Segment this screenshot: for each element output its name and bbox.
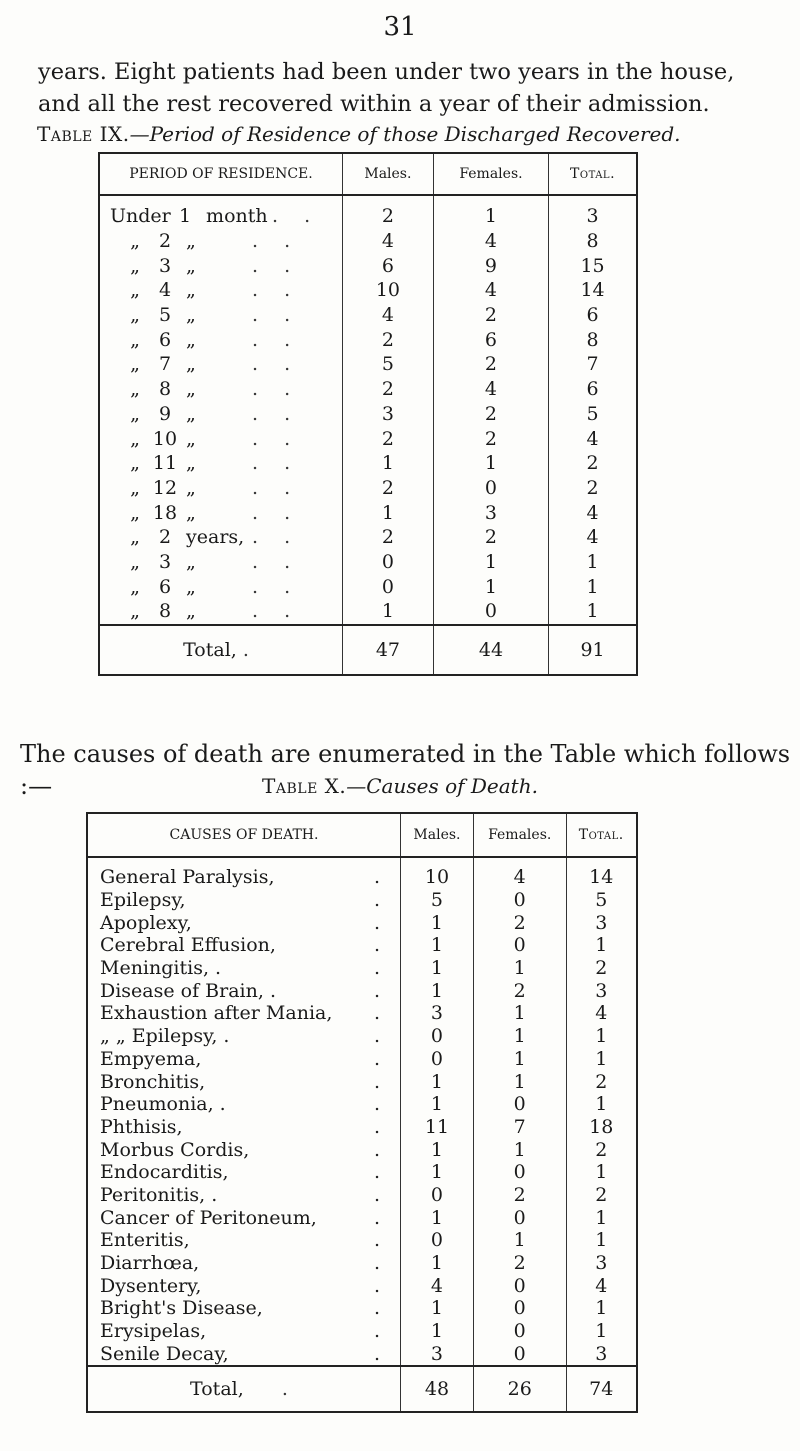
females-cell: 7 [473,1116,566,1139]
females-cell: 1 [433,195,548,229]
males-cell: 0 [401,1229,474,1252]
period-cell: „ 7 „ . . [130,353,301,376]
males-cell: 6 [343,253,434,278]
period-cell: „ 6 „ . . [130,328,301,351]
cause-cell: Bronchitis, . [100,1070,390,1093]
table10-label: Table X. [262,774,347,798]
period-cell: „ 4 „ . . [130,279,301,302]
males-cell: 1 [401,1138,474,1161]
period-cell: „ 5 „ . . [130,304,301,327]
period-cell: „ 8 „ . . [130,600,301,623]
total-cell: 15 [549,253,637,278]
total-cell: 1 [549,550,637,575]
males-cell: 2 [343,377,434,402]
period-cell: Under 1 month . . [110,205,321,228]
females-cell: 1 [473,1002,566,1025]
table-row [99,377,637,402]
cause-cell: Peritonitis, . . [100,1183,390,1206]
females-cell: 0 [473,1206,566,1229]
table-row [87,1206,637,1229]
total-cell: 1 [549,574,637,599]
total-cell: 2 [549,476,637,501]
females-cell: 0 [433,599,548,625]
females-cell: 1 [433,451,548,476]
table10-caption [0,774,800,798]
table-row [87,889,637,912]
total-cell: 2 [566,957,637,980]
cause-cell: Cancer of Peritoneum, . [100,1206,390,1229]
table-row [99,253,637,278]
females-cell: 1 [473,957,566,980]
females-cell: 2 [473,1184,566,1207]
col-header-females: Females. [433,153,548,195]
total-cell: 8 [549,229,637,254]
table-row [87,1048,637,1071]
totals-row [99,625,637,675]
males-cell: 2 [343,426,434,451]
cause-cell: Endocarditis, . [100,1161,390,1184]
females-cell: 4 [473,857,566,889]
total-cell: 3 [566,911,637,934]
cause-cell: Cerebral Effusion, . [100,934,390,957]
cause-cell: Pneumonia, . . [100,1093,390,1116]
males-cell: 1 [401,1070,474,1093]
col-header-total: Total. [549,153,637,195]
cause-cell: General Paralysis, . [100,866,390,889]
females-cell: 2 [433,352,548,377]
total-cell: 1 [566,934,637,957]
males-cell: 1 [401,1093,474,1116]
females-cell: 1 [473,1138,566,1161]
females-cell: 2 [473,1252,566,1275]
cause-cell: Bright's Disease, . [100,1297,390,1320]
table-row [87,1342,637,1366]
table-row [87,1161,637,1184]
total-cell: 5 [549,402,637,427]
table9-caption [22,122,797,146]
period-cell: „ 9 „ . . [130,402,301,425]
males-cell: 1 [401,1297,474,1320]
total-cell: 14 [566,857,637,889]
table-row [87,1138,637,1161]
total-cell: 1 [549,599,637,625]
males-cell: 0 [401,1048,474,1071]
period-cell: „ 11 „ . . [130,452,301,475]
table-row [87,979,637,1002]
males-cell: 1 [401,979,474,1002]
females-cell: 0 [473,1161,566,1184]
males-cell: 10 [401,857,474,889]
females-cell: 1 [473,1229,566,1252]
females-cell: 0 [433,476,548,501]
table9-label: Table IX. [37,122,130,146]
table-row [87,857,637,889]
females-cell: 2 [433,402,548,427]
females-cell: 1 [433,574,548,599]
cause-cell: „ „ Epilepsy, . . [100,1025,390,1048]
total-cell: 3 [549,195,637,229]
males-cell: 0 [401,1184,474,1207]
females-cell: 0 [473,1093,566,1116]
totals-row [87,1366,637,1412]
table-row [99,500,637,525]
table-row [87,911,637,934]
females-cell: 2 [433,303,548,328]
table-row [87,934,637,957]
males-cell: 3 [343,402,434,427]
table-row [99,550,637,575]
period-cell: „ 6 „ . . [130,575,301,598]
period-cell: „ 10 „ . . [130,427,301,450]
males-cell: 0 [401,1025,474,1048]
females-cell: 1 [433,550,548,575]
table-row [99,303,637,328]
males-cell: 3 [401,1002,474,1025]
table-row [87,1116,637,1139]
cause-cell: Phthisis, . [100,1115,390,1138]
total-cell: 18 [566,1116,637,1139]
totals-males: 48 [401,1366,474,1412]
males-cell: 2 [343,476,434,501]
total-cell: 5 [566,889,637,912]
table-row [87,1274,637,1297]
total-cell: 7 [549,352,637,377]
transition-paragraph: The causes of death are enumerated in the Table which follows :— [20,740,791,800]
total-cell: 1 [566,1229,637,1252]
table-row [99,278,637,303]
period-cell: „ 2 „ . . [130,230,301,253]
table-row [99,525,637,550]
total-cell: 4 [566,1002,637,1025]
total-cell: 4 [549,500,637,525]
total-cell: 8 [549,327,637,352]
males-cell: 1 [343,599,434,625]
cause-cell: Meningitis, . . [100,957,390,980]
total-cell: 2 [566,1070,637,1093]
males-cell: 3 [401,1342,474,1366]
females-cell: 6 [433,327,548,352]
males-cell: 1 [401,1252,474,1275]
males-cell: 0 [343,550,434,575]
cause-cell: Diarrhœa, . [100,1252,390,1275]
table-row [87,1297,637,1320]
cause-cell: Erysipelas, . [100,1320,390,1343]
females-cell: 4 [433,377,548,402]
col-header-males: Males. [343,153,434,195]
females-cell: 0 [473,1274,566,1297]
cause-cell: Senile Decay, . [100,1342,390,1365]
total-cell: 3 [566,1342,637,1366]
total-cell: 4 [566,1274,637,1297]
total-cell: 3 [566,979,637,1002]
females-cell: 3 [433,500,548,525]
females-cell: 2 [473,911,566,934]
males-cell: 4 [401,1274,474,1297]
table9-title: —Period of Residence of those Discharged Recovered. [129,122,681,146]
total-cell: 1 [566,1297,637,1320]
total-cell: 1 [566,1093,637,1116]
females-cell: 4 [433,278,548,303]
males-cell: 1 [343,451,434,476]
table-row [99,229,637,254]
females-cell: 9 [433,253,548,278]
table-row [99,574,637,599]
males-cell: 5 [401,889,474,912]
total-cell: 4 [549,426,637,451]
males-cell: 2 [343,327,434,352]
totals-label: Total, . [99,625,343,675]
table-row [87,1184,637,1207]
col-header-cause: CAUSES OF DEATH. [87,813,401,857]
intro-paragraph: years. Eight patients had been under two years in the house, and all the rest recovered within a year of their admission. [38,59,735,117]
males-cell: 1 [401,1161,474,1184]
males-cell: 5 [343,352,434,377]
total-cell: 1 [566,1025,637,1048]
cause-cell: Exhaustion after Mania, . [100,1002,390,1025]
table-row [87,1229,637,1252]
cause-cell: Epilepsy, . [100,889,390,912]
period-cell: „ 3 „ . . [130,254,301,277]
females-cell: 1 [473,1025,566,1048]
total-cell: 1 [566,1048,637,1071]
total-cell: 3 [566,1252,637,1275]
males-cell: 1 [401,934,474,957]
cause-cell: Empyema, . [100,1047,390,1070]
table-row [87,1002,637,1025]
males-cell: 10 [343,278,434,303]
total-cell: 4 [549,525,637,550]
total-cell: 2 [549,451,637,476]
males-cell: 2 [343,195,434,229]
table-row [99,327,637,352]
period-cell: „ 18 „ . . [130,501,301,524]
totals-males: 47 [343,625,434,675]
females-cell: 0 [473,1320,566,1343]
total-cell: 2 [566,1138,637,1161]
males-cell: 1 [401,1320,474,1343]
table-row [87,1093,637,1116]
table-row [99,599,637,625]
period-cell: „ 8 „ . . [130,378,301,401]
total-cell: 14 [549,278,637,303]
table-row [99,352,637,377]
females-cell: 1 [473,1070,566,1093]
males-cell: 0 [343,574,434,599]
males-cell: 4 [343,303,434,328]
females-cell: 0 [473,1342,566,1366]
females-cell: 2 [473,979,566,1002]
period-cell: „ 12 „ . . [130,476,301,499]
females-cell: 0 [473,889,566,912]
period-cell: „ 3 „ . . [130,550,301,573]
totals-label: Total, . [87,1366,401,1412]
males-cell: 4 [343,229,434,254]
total-cell: 1 [566,1320,637,1343]
period-cell: „ 2 years, . . [130,526,301,549]
table-row [87,1025,637,1048]
cause-cell: Dysentery, . [100,1274,390,1297]
males-cell: 11 [401,1116,474,1139]
table-row [99,195,637,229]
table-row [87,1320,637,1343]
totals-females: 44 [433,625,548,675]
females-cell: 2 [433,525,548,550]
totals-total: 91 [549,625,637,675]
col-header-period: PERIOD OF RESIDENCE. [99,153,343,195]
table-row [87,957,637,980]
females-cell: 2 [433,426,548,451]
females-cell: 0 [473,1297,566,1320]
table-row [87,1070,637,1093]
cause-cell: Enteritis, . [100,1229,390,1252]
total-cell: 1 [566,1206,637,1229]
males-cell: 1 [401,957,474,980]
table10-title: —Causes of Death. [346,774,538,798]
table-row [99,402,637,427]
table-row [87,1252,637,1275]
table-row [99,426,637,451]
causes-table [86,812,638,1413]
females-cell: 0 [473,934,566,957]
table-row [99,451,637,476]
page-number: 31 [383,12,417,42]
total-cell: 2 [566,1184,637,1207]
totals-total: 74 [566,1366,637,1412]
males-cell: 1 [401,1206,474,1229]
males-cell: 2 [343,525,434,550]
cause-cell: Apoplexy, . [100,911,390,934]
males-cell: 1 [401,911,474,934]
females-cell: 1 [473,1048,566,1071]
col-header-males: Males. [401,813,474,857]
col-header-females: Females. [473,813,566,857]
residence-table [98,152,638,676]
total-cell: 1 [566,1161,637,1184]
cause-cell: Morbus Cordis, . [100,1138,390,1161]
totals-females: 26 [473,1366,566,1412]
females-cell: 4 [433,229,548,254]
table-row [99,476,637,501]
males-cell: 1 [343,500,434,525]
cause-cell: Disease of Brain, . . [100,979,390,1002]
col-header-total: Total. [566,813,637,857]
total-cell: 6 [549,303,637,328]
total-cell: 6 [549,377,637,402]
